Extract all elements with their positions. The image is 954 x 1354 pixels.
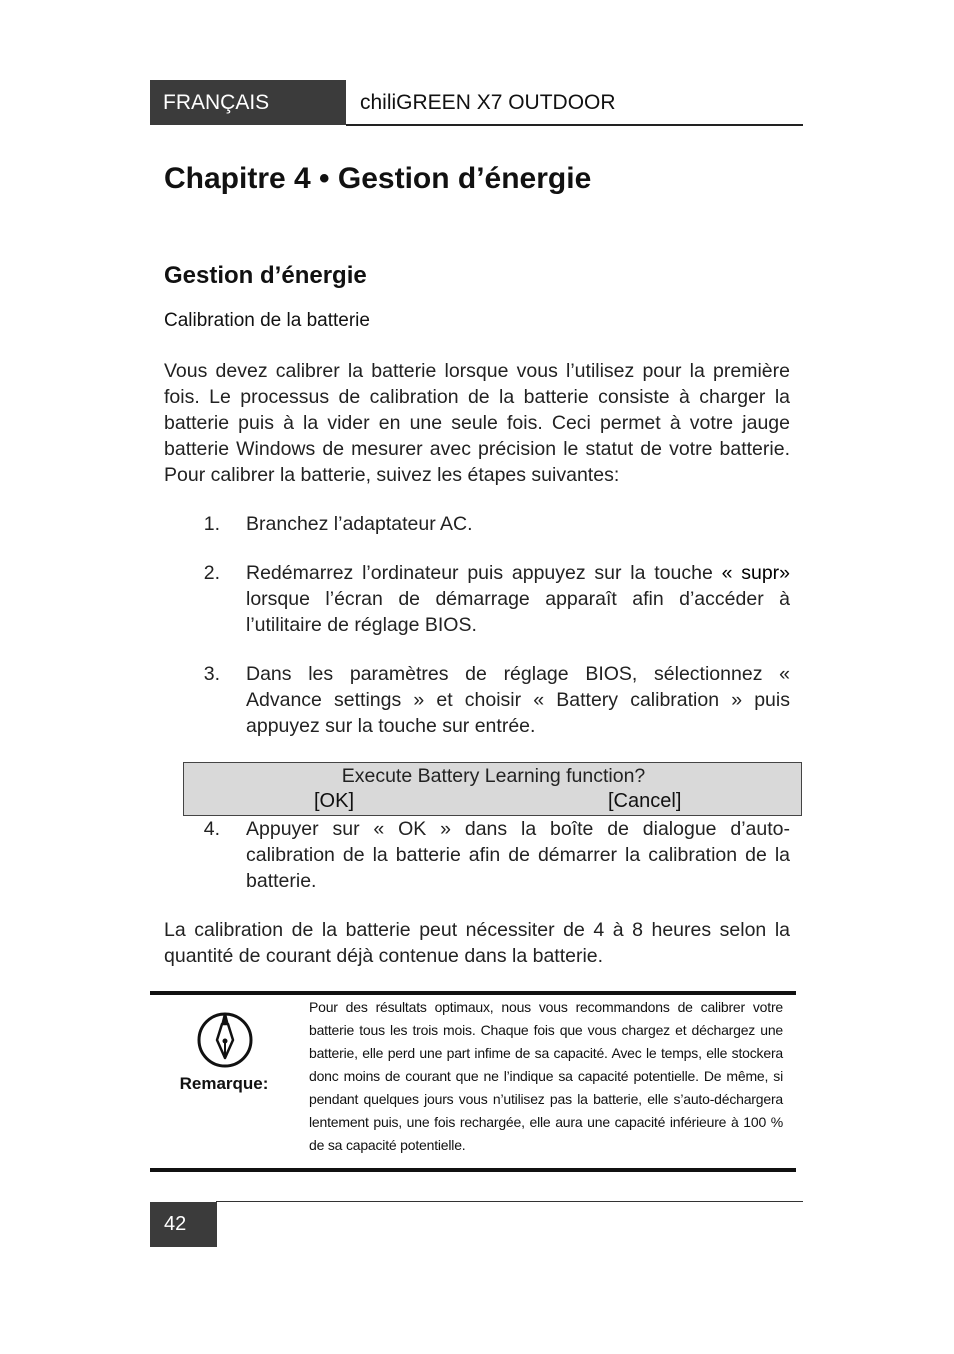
intro-paragraph: Vous devez calibrer la batterie lorsque vous l’utilisez pour la première fois. Le processus de calibration de la batterie consiste à charger la batterie puis à la vider en une seule fois. Ceci permet à votre jauge batterie Windows de mesurer avec précision le statut de votre batterie. Pour calibrer la batterie, suivez les étapes suivantes:	[164, 360, 790, 486]
chapter-title: Chapitre 4 • Gestion d’énergie	[164, 162, 592, 195]
supr-key-label: « supr»	[721, 562, 791, 584]
note-text: Pour des résultats optimaux, nous vous recommandons de calibrer votre batterie tous les trois mois. Chaque fois que vous chargez et déchargez une batterie, elle perd une part infime de sa capacité. Avec le temps, elle stockera donc moins de courant que ne l’indique sa capacité potentielle. De même, si pendant quelques jours vous n’utilisez pas la batterie, elle s’auto-déchargera lentement puis, une fois rechargée, elle aura une capacité inférieure à 100 % de sa capacité potentielle.	[309, 999, 783, 1153]
step-4-text: Appuyer sur « OK » dans la boîte de dialogue d’auto-calibration de la batterie afin de démarrer la calibration de la batterie.	[246, 818, 790, 892]
page-number: 42	[150, 1202, 217, 1247]
step-1-number: 1.	[203, 513, 220, 535]
header-divider	[346, 124, 803, 126]
note-top-rule	[150, 991, 796, 995]
subsection-title: Calibration de la batterie	[164, 310, 370, 331]
step-1-text: Branchez l’adaptateur AC.	[246, 513, 473, 535]
pen-nib-icon	[195, 1010, 255, 1070]
step-2-text-after: lorsque l’écran de démarrage apparaît afin d’accéder à l’utilitaire de réglage BIOS.	[246, 588, 790, 636]
step-2-number: 2.	[203, 562, 220, 584]
outro-paragraph: La calibration de la batterie peut nécessiter de 4 à 8 heures selon la quantité de courant déjà contenue dans la batterie.	[164, 919, 790, 967]
section-title: Gestion d’énergie	[164, 262, 367, 289]
step-3-number: 3.	[203, 663, 220, 685]
note-label: Remarque:	[179, 1074, 269, 1093]
dialog-cancel-button[interactable]: [Cancel]	[608, 790, 682, 812]
dialog-message: Execute Battery Learning function?	[341, 765, 646, 787]
step-4-number: 4.	[203, 818, 220, 840]
step-3-text: Dans les paramètres de réglage BIOS, sélectionnez « Advance settings » et choisir « Battery calibration » puis appuyez sur la touche sur entrée.	[246, 663, 790, 737]
battery-learning-dialog	[183, 762, 802, 816]
header-language: FRANÇAIS	[150, 80, 346, 125]
header-product-name: chiliGREEN X7 OUTDOOR	[360, 91, 616, 114]
step-2-text-before: Redémarrez l’ordinateur puis appuyez sur la touche	[246, 562, 722, 584]
dialog-ok-button[interactable]: [OK]	[314, 790, 355, 812]
note-bottom-rule	[150, 1168, 796, 1172]
footer-divider	[216, 1201, 803, 1202]
step-2-text	[246, 560, 790, 638]
